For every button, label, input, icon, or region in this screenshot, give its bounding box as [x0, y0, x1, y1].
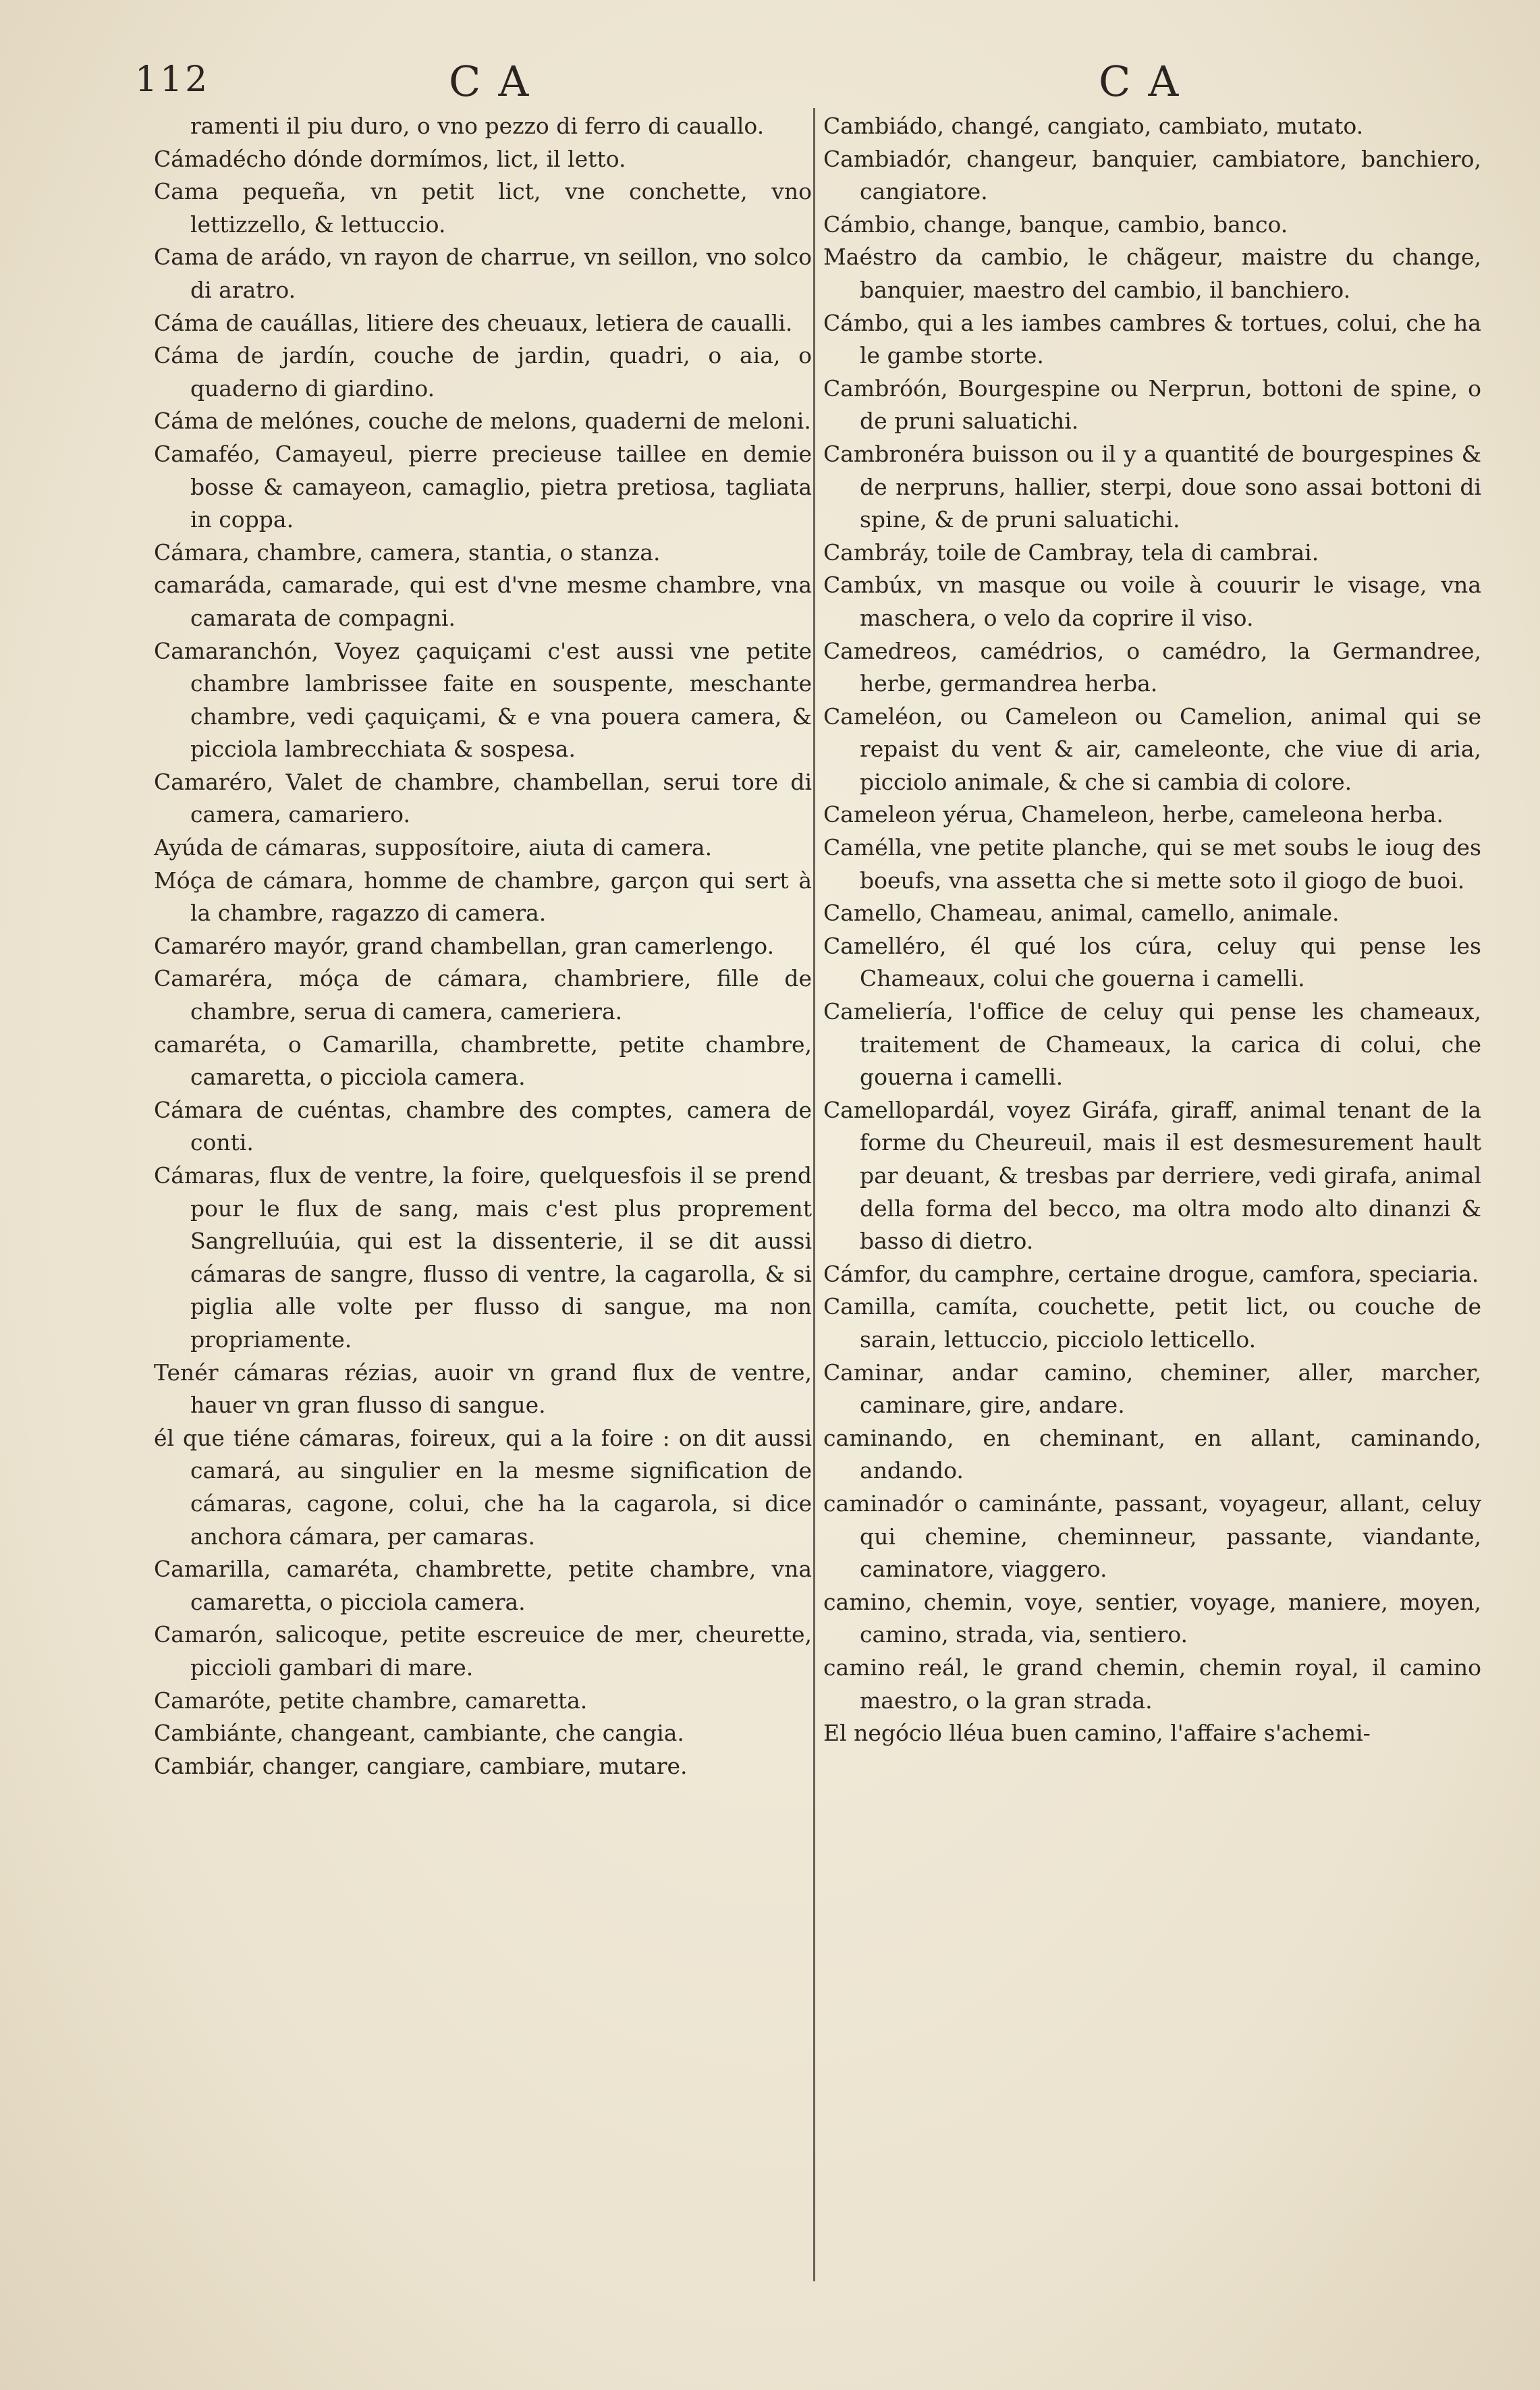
dictionary-entry: él que tiéne cámaras, foireux, qui a la foire : on dit aussi camará, au singulier en la mesme signification de cámaras, cagone, colui, che ha la cagarola, si dice anchora cámara, per camaras.	[154, 1424, 812, 1550]
dictionary-entry: Camellopardál, voyez Giráfa, giraff, animal tenant de la forme du Cheureuil, mais il est desmesurement hault par deuant, & tresbas par derriere, vedi girafa, animal della forma del becco, ma oltra modo alto dinanzi & basso di dietro.	[823, 1096, 1481, 1255]
dictionary-entry: Cámara, chambre, camera, stantia, o stanza.	[154, 539, 661, 566]
dictionary-entry: Cáma de melónes, couche de melons, quaderni de meloni.	[154, 408, 811, 435]
dictionary-entry: Camaréro mayór, grand chambellan, gran camerlengo.	[154, 932, 775, 959]
dictionary-entry: Camaranchón, Voyez çaquiçami c'est aussi vne petite chambre lambrissee faite en souspente, meschante chambre, vedi çaquiçami, & e vna pouera camera, & picciola lambrecchiata & sospesa.	[154, 637, 812, 763]
dictionary-entry: camino, chemin, voye, sentier, voyage, maniere, moyen, camino, strada, via, sentiero.	[823, 1588, 1481, 1648]
dictionary-entry: camaráda, camarade, qui est d'vne mesme chambre, vna camarata de compagni.	[154, 572, 812, 631]
dictionary-entry: Camello, Chameau, animal, camello, animale.	[823, 900, 1340, 927]
dictionary-entry: Cameliería, l'office de celuy qui pense les chameaux, traitement de Chameaux, la carica di colui, che gouerna i camelli.	[823, 998, 1481, 1091]
dictionary-entry: Cambúx, vn masque ou voile à couurir le visage, vna maschera, o velo da coprire il viso.	[823, 572, 1481, 631]
dictionary-entry: Cambróón, Bourgespine ou Nerprun, bottoni de spine, o de pruni saluatichi.	[823, 375, 1481, 435]
dictionary-entry: Camarilla, camaréta, chambrette, petite chambre, vna camaretta, o picciola camera.	[154, 1556, 812, 1615]
dictionary-entry: camaréta, o Camarilla, chambrette, petite chambre, camaretta, o picciola camera.	[154, 1031, 812, 1091]
right-column	[823, 110, 1481, 1750]
dictionary-entry: Camilla, camíta, couchette, petit lict, ou couche de sarain, lettuccio, picciolo letticello.	[823, 1293, 1481, 1353]
dictionary-entry: Cámaras, flux de ventre, la foire, quelquesfois il se prend pour le flux de sang, mais c'est plus proprement Sangrelluúia, qui est la dissenterie, il se dit aussi cámaras de sangre, flusso di ventre, la cagarolla, & si piglia alle volte per flusso di sangue, ma non propriamente.	[154, 1162, 812, 1353]
dictionary-entry: Maéstro da cambio, le chãgeur, maistre du change, banquier, maestro del cambio, il banchiero.	[823, 244, 1481, 303]
running-head-left: CA	[449, 57, 547, 106]
dictionary-entry: Cambronéra buisson ou il y a quantité de bourgespines & de nerpruns, hallier, sterpi, doue sono assai bottoni di spine, & de pruni saluatichi.	[823, 440, 1481, 533]
running-head-right: CA	[1099, 57, 1197, 106]
dictionary-entry: Ayúda de cámaras, supposítoire, aiuta di camera.	[154, 834, 713, 861]
dictionary-entry: camino reál, le grand chemin, chemin royal, il camino maestro, o la gran strada.	[823, 1654, 1481, 1714]
dictionary-entry: Cameleon yérua, Chameleon, herbe, cameleona herba.	[823, 801, 1443, 828]
dictionary-entry: Cambráy, toile de Cambray, tela di cambrai.	[823, 539, 1319, 566]
column-divider	[813, 108, 815, 2281]
dictionary-entry: Móça de cámara, homme de chambre, garçon qui sert à la chambre, ragazzo di camera.	[154, 867, 812, 927]
dictionary-entry: Camaróte, petite chambre, camaretta.	[154, 1687, 588, 1714]
dictionary-entry: Cámbo, qui a les iambes cambres & tortues, colui, che ha le gambe storte.	[823, 309, 1481, 369]
dictionary-entry: Camaféo, Camayeul, pierre precieuse taillee en demie bosse & camayeon, camaglio, pietra pretiosa, tagliata in coppa.	[154, 440, 812, 533]
page-number: 112	[135, 59, 211, 100]
dictionary-entry: Cáma de cauállas, litiere des cheuaux, letiera de caualli.	[154, 309, 793, 336]
dictionary-entry: Camaréra, móça de cámara, chambriere, fille de chambre, serua di camera, cameriera.	[154, 965, 812, 1025]
dictionary-entry: Cama de arádo, vn rayon de charrue, vn seillon, vno solco di aratro.	[154, 244, 812, 303]
dictionary-entry: caminando, en cheminant, en allant, caminando, andando.	[823, 1424, 1481, 1484]
dictionary-entry: Camelléro, él qué los cúra, celuy qui pense les Chameaux, colui che gouerna i camelli.	[823, 932, 1481, 992]
dictionary-entry: Cambiádo, changé, cangiato, cambiato, mutato.	[823, 113, 1364, 139]
dictionary-entry: Cámbio, change, banque, cambio, banco.	[823, 211, 1288, 238]
dictionary-entry: Camaréro, Valet de chambre, chambellan, serui tore di camera, camariero.	[154, 768, 812, 828]
dictionary-entry: Cámadécho dónde dormímos, lict, il letto.	[154, 145, 626, 172]
left-column	[154, 110, 812, 1783]
dictionary-entry: Caminar, andar camino, cheminer, aller, marcher, caminare, gire, andare.	[823, 1359, 1481, 1419]
dictionary-entry: ramenti il piu duro, o vno pezzo di ferro di cauallo.	[190, 113, 765, 139]
dictionary-entry: Cama pequeña, vn petit lict, vne conchette, vno lettizzello, & lettuccio.	[154, 178, 812, 238]
dictionary-entry: Cámfor, du camphre, certaine drogue, camfora, speciaria.	[823, 1260, 1479, 1287]
dictionary-entry: Camélla, vne petite planche, qui se met soubs le ioug des boeufs, vna assetta che si mette soto il giogo de buoi.	[823, 834, 1481, 894]
dictionary-entry: Cameléon, ou Cameleon ou Camelion, animal qui se repaist du vent & air, cameleonte, che viue di aria, picciolo animale, & che si cambia di colore.	[823, 703, 1481, 795]
dictionary-entry: Cambiadór, changeur, banquier, cambiatore, banchiero, cangiatore.	[823, 145, 1481, 205]
dictionary-entry: Camedreos, camédrios, o camédro, la Germandree, herbe, germandrea herba.	[823, 637, 1481, 697]
dictionary-entry: Cámara de cuéntas, chambre des comptes, camera de conti.	[154, 1096, 812, 1156]
dictionary-entry: Cambiár, changer, cangiare, cambiare, mutare.	[154, 1752, 688, 1779]
dictionary-entry: Cambiánte, changeant, cambiante, che cangia.	[154, 1720, 684, 1747]
dictionary-entry: Tenér cámaras rézias, auoir vn grand flux de ventre, hauer vn gran flusso di sangue.	[154, 1359, 812, 1419]
dictionary-entry: caminadór o caminánte, passant, voyageur, allant, celuy qui chemine, cheminneur, passante, viandante, caminatore, viaggero.	[823, 1490, 1481, 1583]
dictionary-entry: Camarón, salicoque, petite escreuice de mer, cheurette, piccioli gambari di mare.	[154, 1621, 812, 1681]
dictionary-entry: Cáma de jardín, couche de jardin, quadri, o aia, o quaderno di giardino.	[154, 342, 812, 402]
dictionary-entry: El negócio lléua buen camino, l'affaire s'achemi-	[823, 1720, 1371, 1747]
